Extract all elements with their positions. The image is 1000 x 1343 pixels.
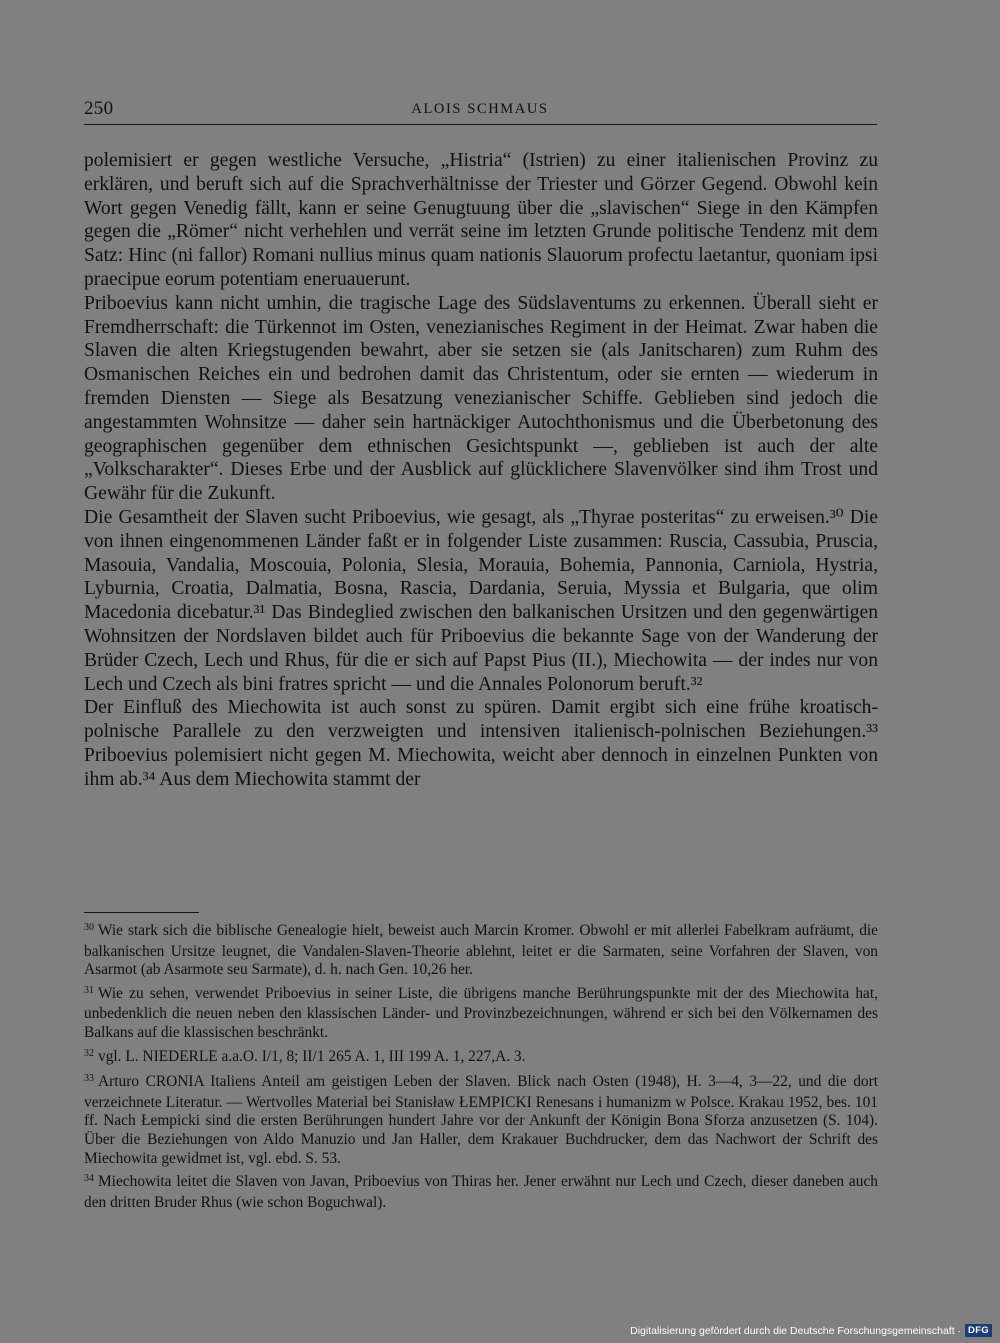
footnote-number: 33 [84,1073,94,1085]
footnote-rule [84,912,199,913]
page-number: 250 [84,98,114,119]
footnote-number: 31 [84,984,94,996]
footnote [84,922,878,980]
credit-text: Digitalisierung gefördert durch die Deutsche Forschungsgemeinschaft · [630,1324,962,1337]
footnote-number: 34 [84,1173,94,1185]
footnote-text: Arturo CRONIA Italiens Anteil am geistigen Leben der Slaven. Blick nach Osten (1948), H. 3—4, 3—22, und die dort verzeichnete Literatur. — Wertvolles Material bei Stanisław ŁEMPICKI Renesans i humanizm w Polsce. Krakau 1952, bes. 101 ff. Nach Łempicki sind die ersten Berührungen hundert Jahre vor der Ankunft der Königin Bona Sforza anzusetzen (S. 104). Über die Beziehungen von Aldo Manuzio und Jan Haller, dem Krakauer Buchdrucker, dem das Nachwort der Schrift des Miechowita gewidmet ist, vgl. ebd. S. 53. [84,1073,878,1167]
footnote-text: Miechowita leitet die Slaven von Javan, Priboevius von Thiras her. Jener erwähnt nur Lech und Czech, dieser daneben auch den dritten Bruder Rhus (wie schon Boguchwal). [84,1173,878,1211]
footnote-number: 32 [84,1047,94,1059]
running-head: ALOIS SCHMAUS [411,101,549,117]
footnotes [84,922,878,1217]
digitization-credit [630,1324,992,1337]
footnote-number: 30 [84,922,94,933]
footnote-text: vgl. L. NIEDERLE a.a.O. I/1, 8; II/1 265 A. 1, III 199 A. 1, 227,A. 3. [98,1047,526,1065]
footnote-text: Wie stark sich die biblische Genealogie hielt, beweist auch Marcin Kromer. Obwohl er mit allerlei Fabelkram aufräumt, die balkanischen Ursitze leugnet, die Vandalen-Slaven-Theorie ablehnt, leitet er die Sarmaten, seine Vorfahren der Slaven, von Asarmot (ab Asarmote seu Sarmate), d. h. nach Gen. 10,26 her. [84,922,878,979]
footnote [84,1073,878,1168]
paragraph: Der Einfluß des Miechowita ist auch sonst zu spüren. Damit ergibt sich eine frühe kroatisch-polnische Parallele zu den verzweigten und intensiven italienisch-polnischen Beziehungen.³³ Priboevius polemisiert nicht gegen M. Miechowita, weicht aber dennoch in einzelnen Punkten von ihm ab.³⁴ Aus dem Miechowita stammt der [84,697,878,790]
paragraph: polemisiert er gegen westliche Versuche, „Histria“ (Istrien) zu einer italienischen Provinz zu erklären, und beruft sich auf die Sprachverhältnisse der Triester und Görzer Gegend. Obwohl kein Wort gegen Venedig fällt, kann er seine Genugtuung über die „slavischen“ Siege in den Kämpfen gegen die „Römer“ nicht verhehlen und verrät seine im letzten Grunde politische Tendenz mit dem Satz: Hinc (ni fallor) Romani nullius minus quam nationis Slauorum profectu laetantur, quoniam ipsi praecipue eorum potentiam eneruauerunt. [84,150,878,290]
footnote [84,985,878,1043]
footnote-text: Wie zu sehen, verwendet Priboevius in seiner Liste, die übrigens manche Berührungspunkte mit der des Miechowita hat, unbedenklich die neuen neben den klassischen Länder- und Provinzbezeichnungen, während er sich bei den Völkernamen des Balkans auf die klassischen beschränkt. [84,984,878,1041]
footnote [84,1173,878,1212]
body-text [84,149,878,792]
paragraph: Die Gesamtheit der Slaven sucht Priboevius, wie gesagt, als „Thyrae posteritas“ zu erweisen.³⁰ Die von ihnen eingenommenen Länder faßt er in folgender Liste zusammen: Ruscia, Cassubia, Pruscia, Masouia, Vandalia, Moscouia, Polonia, Slesia, Morauia, Bohemia, Pannonia, Carniola, Hystria, Lyburnia, Croatia, Dalmatia, Bosna, Rascia, Dardania, Seruia, Myssia et Bulgaria, que olim Macedonia dicebatur.³¹ Das Bindeglied zwischen den balkanischen Ursitzen und den gegenwärtigen Wohnsitzen der Nordslaven bildet auch für Priboevius die bekannte Sage von der Wanderung der Brüder Czech, Lech und Rhus, für die er sich auf Papst Pius (II.), Miechowita — der indes nur von Lech und Czech als bini fratres spricht — und die Annales Polonorum beruft.³² [84,506,878,695]
paragraph: Priboevius kann nicht umhin, die tragische Lage des Südslaventums zu erkennen. Überall sieht er Fremdherrschaft: die Türkennot im Osten, venezianisches Regiment in der Heimat. Zwar haben die Slaven die alten Kriegstugenden bewahrt, aber sie setzen sie (als Janitscharen) zum Ruhm des Osmanischen Reiches ein und bedrohen damit das Christentum, oder sie ernten — wiederum in fremden Diensten — Siege als Besatzung venezianischer Schiffe. Geblieben sind jedoch die angestammten Wohnsitze — daher sein hartnäckiger Autochthonismus und die Überbetonung des geographischen gegenüber dem ethnischen Gesichtspunkt —, geblieben ist auch der alte „Volkscharakter“. Dieses Erbe und der Ausblick auf glücklichere Slavenvölker sind ihm Trost und Gewähr für die Zukunft. [84,292,878,505]
footnote [84,1048,878,1069]
header-rule [84,124,877,125]
page-header [84,98,876,122]
dfg-logo: DFG [965,1324,992,1337]
